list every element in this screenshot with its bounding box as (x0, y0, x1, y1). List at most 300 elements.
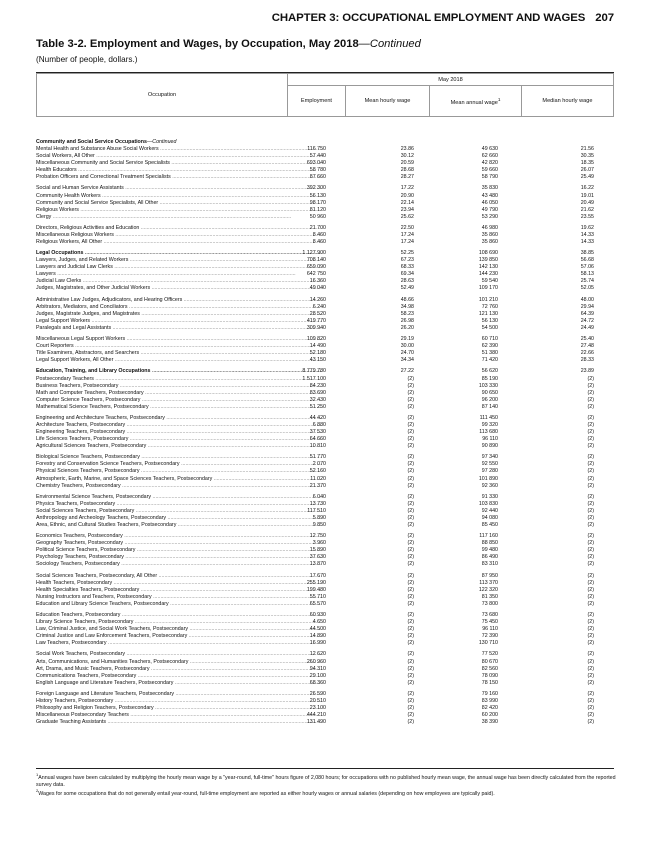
median-hourly-cell: (2) (587, 633, 594, 640)
median-hourly-cell: (2) (587, 619, 594, 626)
mean-annual-cell: 46 050 (481, 199, 498, 206)
median-hourly-cell: (2) (587, 719, 594, 726)
table-row (36, 691, 614, 698)
median-hourly-cell: 14.33 (580, 231, 594, 238)
occupation-name: Engineering Teachers, Postsecondary (36, 429, 126, 436)
employment-cell: 15 890 (309, 547, 326, 554)
occupation-cell (36, 443, 322, 450)
table-row (36, 580, 614, 587)
occupation-cell (36, 193, 322, 200)
mean-annual-cell: 101 210 (478, 296, 498, 303)
mean-annual-cell: 91 330 (481, 493, 498, 500)
table-row (36, 554, 614, 561)
occupation-cell (36, 250, 322, 257)
occupation-cell (36, 540, 322, 547)
median-hourly-cell: 64.39 (580, 310, 594, 317)
table-row (36, 185, 614, 192)
employment-cell: 64 660 (309, 436, 326, 443)
table-row (36, 712, 614, 719)
mean-annual-cell: 51 380 (481, 350, 498, 357)
mean-annual-cell: 82 560 (481, 665, 498, 672)
footnote (36, 772, 616, 788)
mean-hourly-cell: 30.12 (400, 153, 414, 160)
employment-cell: 12 750 (309, 533, 326, 540)
mean-annual-cell: 90 890 (481, 443, 498, 450)
mean-annual-cell: 108 690 (478, 250, 498, 257)
median-hourly-cell: (2) (587, 600, 594, 607)
occupation-name: Atmospheric, Earth, Marine, and Space Sciences Teachers, Postsecondary (36, 475, 213, 482)
mean-annual-cell: 49 790 (481, 206, 498, 213)
median-hourly-cell: 19.62 (580, 224, 594, 231)
median-hourly-cell: (2) (587, 612, 594, 619)
mean-hourly-cell: (2) (407, 697, 414, 704)
occupation-name: Law, Criminal Justice, and Social Work Teachers, Postsecondary (36, 626, 189, 633)
mean-annual-cell: 53 290 (481, 213, 498, 220)
mean-annual-cell: 94 080 (481, 514, 498, 521)
occupation-name: Postsecondary Teachers (36, 375, 94, 382)
table-row (36, 666, 614, 673)
mean-annual-cell: 71 420 (481, 357, 498, 364)
median-hourly-cell: 24.72 (580, 317, 594, 324)
occupation-name: Mathematical Science Teachers, Postsecondary (36, 403, 149, 410)
occupation-name: Graduate Teaching Assistants (36, 719, 106, 726)
occupation-cell (36, 680, 322, 687)
mean-hourly-cell: 25.62 (400, 213, 414, 220)
occupation-cell (36, 691, 322, 698)
occupation-cell (36, 285, 322, 292)
mean-hourly-cell: 27.22 (400, 368, 414, 375)
mean-annual-header-text: Mean annual wage (450, 99, 498, 106)
mean-annual-cell: 77 520 (481, 651, 498, 658)
continued-label: —Continued (146, 139, 177, 145)
mean-annual-cell: 142 130 (478, 264, 498, 271)
mean-annual-cell: 46 980 (481, 224, 498, 231)
median-hourly-cell: 22.66 (580, 350, 594, 357)
employment-cell: 5 890 (312, 514, 326, 521)
footnote-mark: 2 (36, 788, 39, 794)
median-hourly-cell: 28.33 (580, 357, 594, 364)
table-row (36, 719, 614, 726)
occupation-name: Judges, Magistrates, and Other Judicial Workers (36, 285, 151, 292)
employment-cell: 659 090 (306, 264, 326, 271)
employment-cell: 32 430 (309, 396, 326, 403)
mean-annual-cell: 121 130 (478, 310, 498, 317)
employment-cell: 94 310 (309, 665, 326, 672)
employment-cell: 8 779 780 (302, 368, 326, 375)
mean-annual-cell: 86 490 (481, 554, 498, 561)
occupation-cell (36, 587, 322, 594)
occupation-name: Environmental Science Teachers, Postsecondary (36, 493, 152, 500)
mean-annual-cell: 35 860 (481, 231, 498, 238)
occupation-name: Education Teachers, Postsecondary (36, 612, 121, 619)
mean-hourly-cell: (2) (407, 712, 414, 719)
occupation-name: Miscellaneous Postsecondary Teachers (36, 712, 129, 719)
mean-hourly-cell: (2) (407, 612, 414, 619)
mean-hourly-cell: (2) (407, 514, 414, 521)
mean-hourly-cell: 23.86 (400, 146, 414, 153)
mean-annual-cell: 92 360 (481, 482, 498, 489)
table-row (36, 698, 614, 705)
table-row (36, 200, 614, 207)
occupation-name: Religious Workers (36, 206, 79, 213)
mean-hourly-cell: (2) (407, 690, 414, 697)
median-hourly-cell: (2) (587, 640, 594, 647)
mean-annual-cell: 73 800 (481, 600, 498, 607)
occupation-cell (36, 325, 322, 332)
median-hourly-cell: 30.35 (580, 153, 594, 160)
occupation-name: Communications Teachers, Postsecondary (36, 672, 137, 679)
mean-annual-cell: 97 280 (481, 468, 498, 475)
mean-hourly-cell: (2) (407, 600, 414, 607)
table-title (36, 38, 421, 50)
occupation-cell (36, 612, 322, 619)
category-row (36, 139, 614, 146)
occupation-cell (36, 436, 322, 443)
table-row (36, 680, 614, 687)
employment-cell: 68 360 (309, 679, 326, 686)
column-header (36, 73, 614, 117)
mean-annual-cell: 103 830 (478, 500, 498, 507)
mean-hourly-header: Mean hourly wage (345, 86, 429, 117)
table-row (36, 397, 614, 404)
mean-annual-cell: 43 480 (481, 192, 498, 199)
occupation-cell (36, 311, 322, 318)
mean-annual-cell: 56 620 (481, 368, 498, 375)
occupation-cell (36, 214, 322, 221)
mean-annual-cell: 79 160 (481, 690, 498, 697)
mean-annual-cell: 59 540 (481, 278, 498, 285)
occupation-cell (36, 160, 322, 167)
employment-cell: 84 230 (309, 382, 326, 389)
mean-hourly-cell: 26.98 (400, 317, 414, 324)
table-row (36, 271, 614, 278)
footnotes (36, 772, 616, 798)
mean-annual-cell: 90 650 (481, 389, 498, 396)
table-row (36, 311, 614, 318)
employment-cell: 37 530 (309, 429, 326, 436)
table-row (36, 336, 614, 343)
occupation-name: Judges, Magistrate Judges, and Magistrates (36, 310, 140, 317)
occupation-name: Area, Ethnic, and Cultural Studies Teachers, Postsecondary (36, 521, 177, 528)
running-header (272, 12, 614, 24)
mean-hourly-cell: (2) (407, 651, 414, 658)
mean-annual-cell: 38 390 (481, 719, 498, 726)
median-hourly-cell: (2) (587, 414, 594, 421)
median-hourly-cell: (2) (587, 705, 594, 711)
median-hourly-cell: 57.06 (580, 264, 594, 271)
mean-annual-cell: 82 420 (481, 705, 498, 711)
table-row (36, 494, 614, 501)
table-subtitle: (Number of people, dollars.) (36, 55, 138, 64)
mean-annual-cell: 101 890 (478, 475, 498, 482)
table-row (36, 429, 614, 436)
employment-cell: 16 990 (309, 640, 326, 647)
occupation-cell (36, 415, 322, 422)
median-hourly-cell: (2) (587, 651, 594, 658)
median-hourly-cell: (2) (587, 493, 594, 500)
occupation-cell (36, 719, 322, 726)
employment-cell: 21 370 (309, 482, 326, 489)
table-title-text: Table 3-2. Employment and Wages, by Occupation, May 2018 (36, 38, 359, 50)
mean-hourly-cell: (2) (407, 500, 414, 507)
median-hourly-cell: 14.33 (580, 238, 594, 245)
table-row (36, 207, 614, 214)
mean-hourly-cell: 28.27 (400, 174, 414, 181)
median-hourly-cell: (2) (587, 443, 594, 450)
employment-cell: 23 100 (309, 705, 326, 711)
employment-cell: 6 880 (312, 422, 326, 428)
occupation-cell (36, 297, 322, 304)
occupation-name: Social Sciences Teachers, Postsecondary, All Other (36, 572, 158, 579)
occupation-name: Chemistry Teachers, Postsecondary (36, 482, 121, 489)
median-hourly-cell: (2) (587, 547, 594, 554)
mean-annual-cell: 117 160 (479, 533, 498, 540)
employment-cell: 28 520 (309, 310, 326, 317)
mean-hourly-cell: 34.98 (400, 303, 414, 310)
occupation-cell (36, 626, 322, 633)
mean-annual-cell: 111 450 (479, 414, 498, 421)
mean-annual-cell: 35 830 (481, 185, 498, 192)
median-hourly-cell: (2) (587, 593, 594, 600)
employment-cell: 50 960 (309, 213, 326, 220)
table-row (36, 404, 614, 411)
employment-cell: 3 960 (312, 540, 326, 547)
mean-hourly-cell: 26.20 (400, 324, 414, 331)
median-hourly-cell: 23.89 (580, 368, 594, 375)
occupation-name: Religious Workers, All Other (36, 238, 103, 245)
employment-cell: 51 770 (309, 454, 326, 461)
employment-cell: 57 440 (309, 153, 326, 160)
employment-cell: 20 510 (309, 697, 326, 704)
employment-cell: 642 750 (306, 271, 326, 278)
mean-hourly-cell: (2) (407, 619, 414, 626)
employment-cell: 52 160 (309, 468, 326, 475)
median-hourly-cell: (2) (587, 533, 594, 540)
mean-annual-cell: 59 660 (481, 167, 498, 174)
table-row (36, 501, 614, 508)
employment-cell: 44 420 (309, 414, 326, 421)
mean-hourly-cell: 17.22 (400, 185, 414, 192)
category-row (36, 250, 614, 257)
mean-hourly-cell: (2) (407, 468, 414, 475)
occupation-cell (36, 422, 322, 429)
mean-annual-cell: 113 370 (479, 579, 498, 586)
mean-annual-cell: 60 200 (481, 712, 498, 719)
occupation-name: Physical Sciences Teachers, Postsecondary (36, 468, 140, 475)
occupation-name: Lawyers and Judicial Law Clerks (36, 264, 113, 271)
occupation-cell (36, 619, 322, 626)
median-hourly-cell: (2) (587, 658, 594, 665)
table-row (36, 297, 614, 304)
occupation-name: Lawyers, Judges, and Related Workers (36, 257, 129, 264)
table-row (36, 304, 614, 311)
median-hourly-header: Median hourly wage (521, 86, 613, 117)
mean-hourly-cell: (2) (407, 414, 414, 421)
median-hourly-cell: 16.22 (580, 185, 594, 192)
table-row (36, 612, 614, 619)
median-hourly-cell: (2) (587, 468, 594, 475)
median-hourly-cell: (2) (587, 403, 594, 410)
occupation-cell (36, 594, 322, 601)
mean-hourly-cell: (2) (407, 507, 414, 514)
occupation-name: Engineering and Architecture Teachers, Postsecondary (36, 414, 165, 421)
mean-annual-cell: 75 450 (481, 619, 498, 626)
median-hourly-cell: 29.94 (580, 303, 594, 310)
occupation-name: Architecture Teachers, Postsecondary (36, 422, 126, 428)
median-hourly-cell: 18.35 (580, 160, 594, 167)
occupation-name: Social Workers, All Other (36, 153, 95, 160)
employment-cell: 255 190 (306, 579, 326, 586)
occupation-cell (36, 673, 322, 680)
employment-cell: 260 960 (306, 658, 326, 665)
mean-hourly-cell: 52.49 (400, 285, 414, 292)
mean-annual-cell: 49 630 (481, 146, 498, 153)
median-hourly-cell: (2) (587, 500, 594, 507)
median-hourly-cell: 26.07 (580, 167, 594, 174)
median-hourly-cell: (2) (587, 626, 594, 633)
occupation-cell (36, 139, 322, 146)
occupation-cell (36, 225, 322, 232)
employment-cell: 392 300 (306, 185, 326, 192)
median-hourly-cell: (2) (587, 712, 594, 719)
occupation-cell (36, 397, 322, 404)
median-hourly-cell: 38.85 (580, 250, 594, 257)
mean-annual-cell: 99 480 (481, 547, 498, 554)
table-row (36, 383, 614, 390)
occupation-cell (36, 547, 322, 554)
mean-annual-cell: 87 140 (481, 403, 498, 410)
occupation-cell (36, 659, 322, 666)
employment-cell: 6 240 (312, 303, 326, 310)
mean-annual-cell: 72 760 (481, 303, 498, 310)
mean-annual-cell: 139 850 (478, 257, 498, 264)
occupation-name: Geography Teachers, Postsecondary (36, 540, 124, 547)
mean-hourly-cell: 58.23 (400, 310, 414, 317)
occupation-cell (36, 698, 322, 705)
employment-cell: 8 460 (312, 238, 326, 245)
employment-cell: 98 170 (309, 199, 326, 206)
median-hourly-cell: 19.01 (580, 192, 594, 199)
mean-annual-cell: 60 710 (481, 336, 498, 343)
employment-cell: 693 040 (306, 160, 326, 167)
mean-annual-cell: 122 320 (478, 586, 498, 593)
occupation-cell (36, 232, 322, 239)
mean-hourly-cell: 67.23 (400, 257, 414, 264)
mean-hourly-cell: (2) (407, 705, 414, 711)
mean-hourly-cell: (2) (407, 475, 414, 482)
table-row (36, 350, 614, 357)
table-row (36, 533, 614, 540)
occupation-cell (36, 153, 322, 160)
occupation-name: Social and Human Service Assistants (36, 185, 124, 192)
occupation-name: Sociology Teachers, Postsecondary (36, 561, 120, 568)
mean-annual-cell: 62 390 (481, 343, 498, 350)
employment-cell: 1 127 900 (302, 250, 326, 257)
occupation-cell (36, 483, 322, 490)
occupation-cell (36, 633, 322, 640)
mean-hourly-cell: (2) (407, 554, 414, 561)
mean-annual-cell: 83 990 (481, 697, 498, 704)
employment-cell: 29 100 (309, 672, 326, 679)
occupation-cell (36, 318, 322, 325)
occupation-name: Biological Science Teachers, Postsecondary (36, 454, 140, 461)
occupation-cell (36, 185, 322, 192)
median-hourly-cell: (2) (587, 454, 594, 461)
mean-hourly-cell: (2) (407, 396, 414, 403)
occupation-cell (36, 501, 322, 508)
median-hourly-cell: 23.55 (580, 213, 594, 220)
mean-hourly-cell: (2) (407, 719, 414, 726)
employment-cell: 4 650 (312, 619, 326, 626)
occupation-name: Psychology Teachers, Postsecondary (36, 554, 124, 561)
median-hourly-cell: (2) (587, 382, 594, 389)
table-row (36, 436, 614, 443)
table-row (36, 633, 614, 640)
mean-annual-cell: 72 390 (481, 633, 498, 640)
table-row (36, 705, 614, 712)
occupation-cell (36, 561, 322, 568)
mean-hourly-cell: (2) (407, 429, 414, 436)
mean-annual-cell: 35 860 (481, 238, 498, 245)
occupation-name: Health Specialties Teachers, Postsecondary (36, 586, 140, 593)
mean-annual-cell: 96 200 (481, 396, 498, 403)
occupation-name: Foreign Language and Literature Teachers, Postsecondary (36, 690, 175, 697)
median-hourly-cell: (2) (587, 422, 594, 428)
table-row (36, 153, 614, 160)
median-hourly-cell: (2) (587, 586, 594, 593)
occupation-cell (36, 454, 322, 461)
mean-annual-cell: 88 850 (481, 540, 498, 547)
employment-cell: 65 570 (309, 600, 326, 607)
mean-annual-header (430, 86, 522, 117)
table-row (36, 573, 614, 580)
mean-hourly-cell: (2) (407, 665, 414, 672)
occupation-cell (36, 207, 322, 214)
table-row (36, 561, 614, 568)
mean-hourly-cell: (2) (407, 422, 414, 428)
mean-annual-cell: 85 450 (481, 521, 498, 528)
table-row (36, 673, 614, 680)
occupation-cell (36, 167, 322, 174)
occupation-name: Miscellaneous Legal Support Workers (36, 336, 126, 343)
median-hourly-cell: (2) (587, 561, 594, 568)
mean-hourly-cell: 48.66 (400, 296, 414, 303)
table-row (36, 651, 614, 658)
footnote (36, 788, 616, 798)
employment-cell: 87 660 (309, 174, 326, 181)
occupation-name: Miscellaneous Community and Social Service Specialists (36, 160, 170, 167)
table-row (36, 376, 614, 383)
occupation-name: Mental Health and Substance Abuse Social Workers (36, 146, 159, 153)
occupation-cell (36, 278, 322, 285)
mean-annual-cell: 103 330 (478, 382, 498, 389)
table-row (36, 325, 614, 332)
median-hourly-cell: 20.49 (580, 199, 594, 206)
page-number: 207 (595, 12, 614, 24)
occupation-name: Administrative Law Judges, Adjudicators, and Hearing Officers (36, 296, 183, 303)
mean-annual-cell: 42 820 (481, 160, 498, 167)
mean-hourly-cell: 22.14 (400, 199, 414, 206)
occupation-cell (36, 376, 322, 383)
mean-annual-cell: 54 500 (481, 324, 498, 331)
occupation-name: Paralegals and Legal Assistants (36, 324, 112, 331)
employment-cell: 83 690 (309, 389, 326, 396)
table-row (36, 318, 614, 325)
mean-annual-footnote-mark: 1 (497, 96, 501, 102)
footnote-text: Wages for some occupations that do not generally entail year-round, full-time employment are reported as either hourly wages or annual salaries (depending on how employees are typically paid). (38, 791, 495, 798)
mean-annual-cell: 96 110 (482, 436, 498, 443)
mean-annual-cell: 87 950 (481, 572, 498, 579)
